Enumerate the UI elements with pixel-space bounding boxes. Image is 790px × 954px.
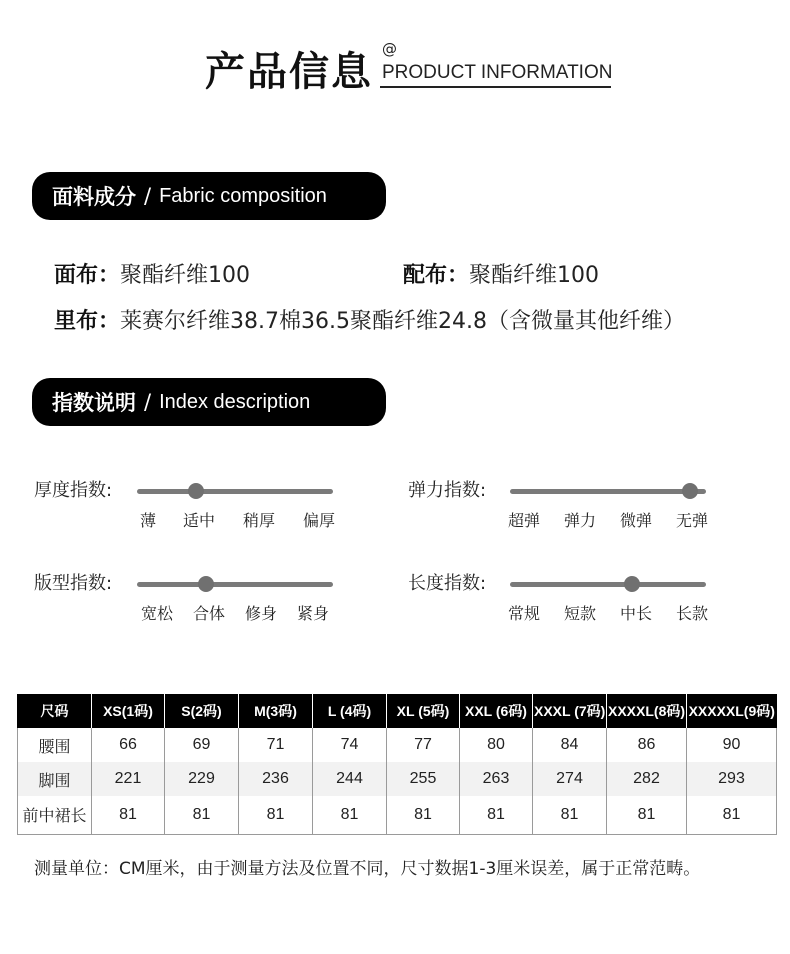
trim-fabric-label: 配布： [403,263,470,288]
table-cell: 293 [687,762,777,796]
thickness-tick-4: 偏厚 [302,511,336,530]
table-cell: 81 [313,796,387,834]
table-row-hem [18,762,777,796]
length-tick-4: 长款 [675,604,709,623]
length-tick-2: 短款 [563,604,597,623]
table-cell: 80 [460,728,533,762]
table-cell: 81 [239,796,313,834]
thickness-tick-3: 稍厚 [242,511,276,530]
thickness-index-knob [188,483,204,499]
table-cell: 244 [313,762,387,796]
table-row-waist [18,728,777,762]
elasticity-index-track [510,489,706,494]
table-cell: 77 [387,728,460,762]
table-cell: 255 [387,762,460,796]
table-cell: 81 [687,796,777,834]
table-cell: 69 [165,728,239,762]
table-cell: 236 [239,762,313,796]
lining-fabric-value: 莱赛尔纤维38.7棉36.5聚酯纤维24.8（含微量其他纤维） [120,309,685,334]
length-tick-1: 常规 [507,604,541,623]
elasticity-index-knob [682,483,698,499]
size-header-cell: XXL (6码) [460,694,533,728]
index-section-title-cn: 指数说明 [52,391,136,415]
size-header-cell: 尺码 [18,694,92,728]
fabric-section-header [32,172,386,220]
fit-index-label: 版型指数: [34,573,113,594]
size-header-cell: XL (5码) [387,694,460,728]
size-header-cell: XXXL (7码) [533,694,607,728]
table-cell: 81 [387,796,460,834]
lining-fabric-label: 里布： [54,309,121,334]
table-cell: 81 [92,796,165,834]
length-index-knob [624,576,640,592]
fabric-section-title-cn: 面料成分 [52,185,136,209]
table-cell: 81 [533,796,607,834]
table-cell: 282 [607,762,687,796]
table-cell: 66 [92,728,165,762]
elasticity-tick-4: 无弹 [675,511,709,530]
table-cell: 263 [460,762,533,796]
trim-fabric-line [403,261,599,291]
table-cell: 71 [239,728,313,762]
table-cell: 81 [460,796,533,834]
size-header-row [18,694,777,728]
fit-tick-3: 修身 [244,604,278,623]
table-row-skirt-length [18,796,777,834]
size-header-cell: M(3码) [239,694,313,728]
table-cell: 274 [533,762,607,796]
table-cell: 81 [165,796,239,834]
measurement-note: 测量单位：CM厘米，由于测量方法及位置不同，尺寸数据1-3厘米误差，属于正常范畴。 [34,859,701,879]
fit-index-track [137,582,333,587]
length-tick-3: 中长 [619,604,653,623]
elasticity-tick-2: 弹力 [563,511,597,530]
fit-index-knob [198,576,214,592]
elasticity-tick-1: 超弹 [507,511,541,530]
index-section-title-en: Index description [159,390,311,413]
size-header-cell: XS(1码) [92,694,165,728]
table-cell: 86 [607,728,687,762]
table-cell: 81 [607,796,687,834]
page-title: 产品信息 [205,49,373,95]
thickness-index-track [137,489,333,494]
thickness-tick-2: 适中 [182,511,216,530]
table-cell: 229 [165,762,239,796]
length-index-label: 长度指数: [408,573,487,594]
at-sign-decoration: @ [382,40,397,58]
fit-tick-2: 合体 [192,604,226,623]
size-header-cell: S(2码) [165,694,239,728]
section-separator: / [144,184,152,208]
trim-fabric-value: 聚酯纤维100 [469,263,600,288]
page-subtitle: PRODUCT INFORMATION [382,62,613,83]
length-index-track [510,582,706,587]
elasticity-index-label: 弹力指数: [408,480,487,501]
thickness-tick-1: 薄 [139,511,157,530]
row-label-cell: 腰围 [18,728,92,762]
outer-fabric-label: 面布： [54,263,121,288]
table-cell: 74 [313,728,387,762]
subtitle-underline [380,86,611,88]
thickness-index-label: 厚度指数: [34,480,113,501]
table-cell: 84 [533,728,607,762]
size-header-cell: XXXXL(8码) [607,694,687,728]
table-cell: 90 [687,728,777,762]
fabric-section-title-en: Fabric composition [159,184,327,207]
table-cell: 221 [92,762,165,796]
index-section-header [32,378,386,426]
row-label-cell: 前中裙长 [18,796,92,834]
size-chart-table [17,694,777,835]
outer-fabric-line [54,261,250,291]
size-header-cell: XXXXXL(9码) [687,694,777,728]
fit-tick-4: 紧身 [296,604,330,623]
outer-fabric-value: 聚酯纤维100 [120,263,251,288]
size-header-cell: L (4码) [313,694,387,728]
section-separator: / [144,390,152,414]
lining-fabric-line [54,307,685,337]
elasticity-tick-3: 微弹 [619,511,653,530]
row-label-cell: 脚围 [18,762,92,796]
fit-tick-1: 宽松 [140,604,174,623]
